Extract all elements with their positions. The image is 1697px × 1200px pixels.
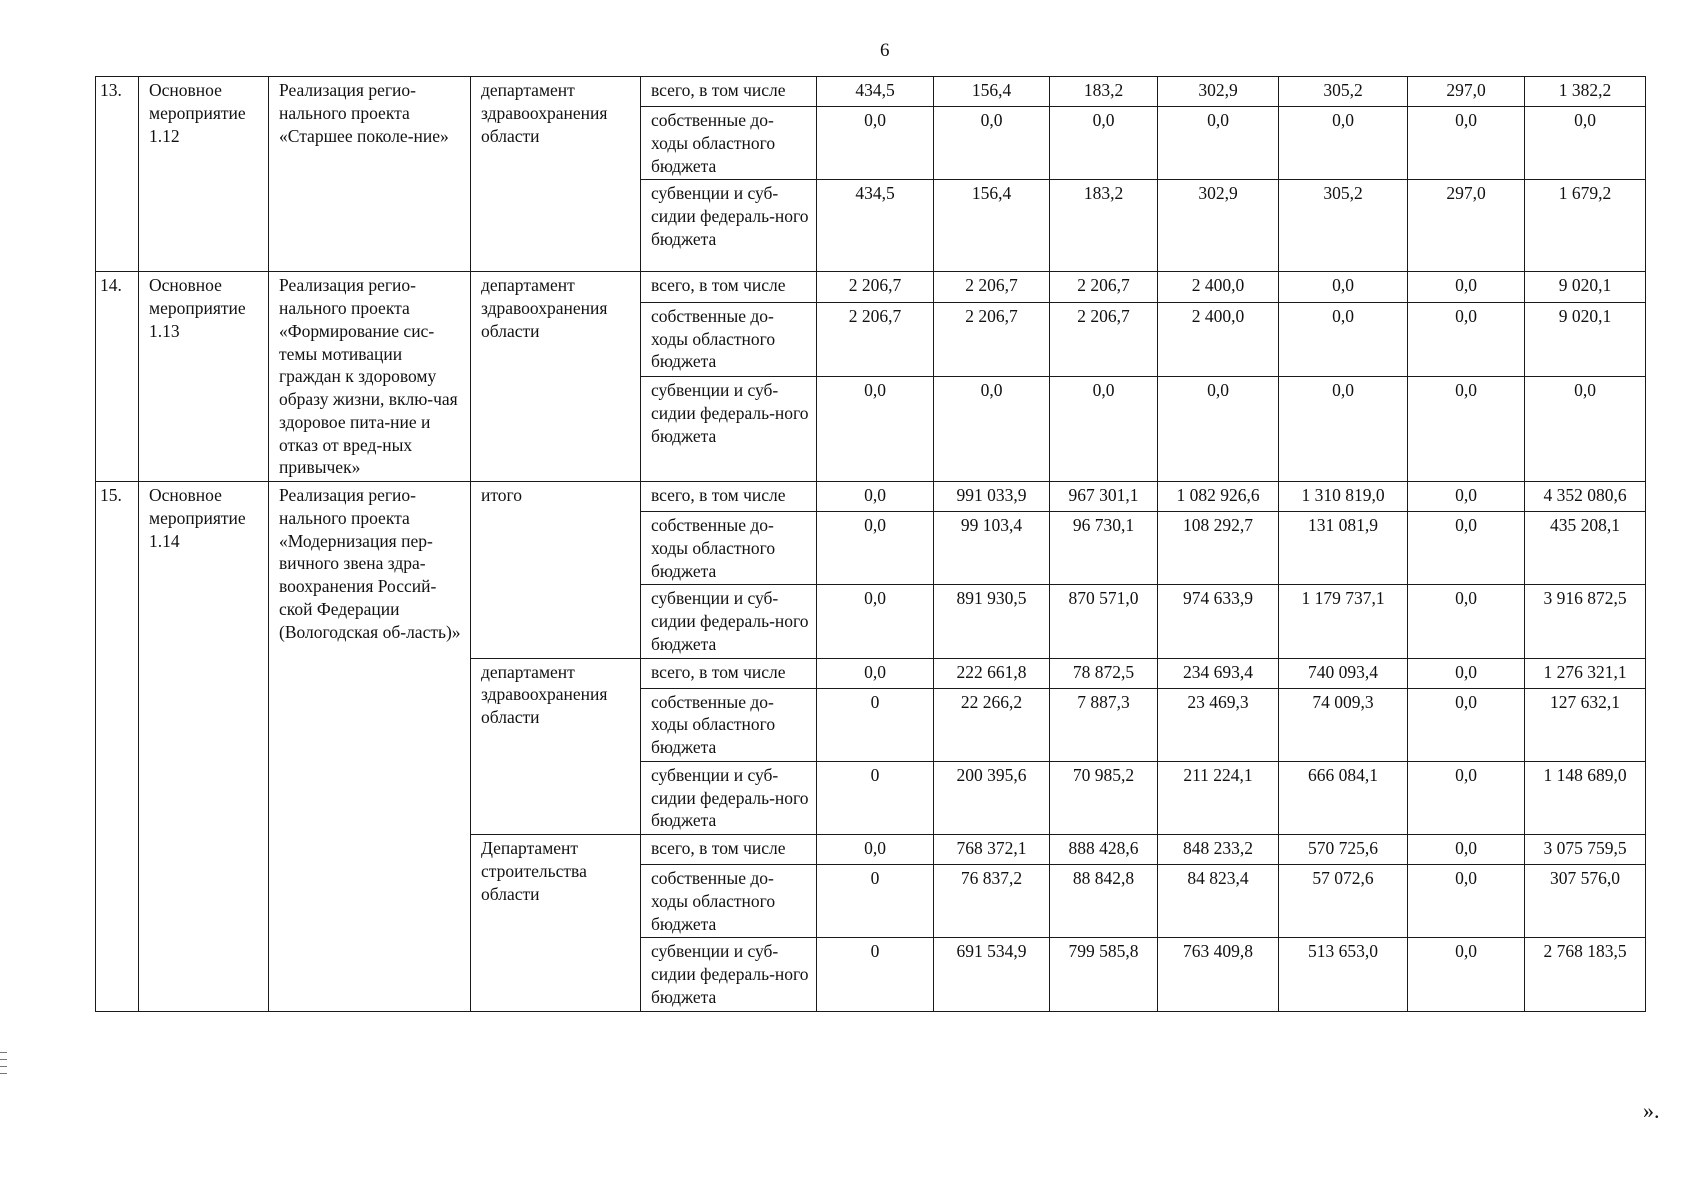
year-value: 0,0 xyxy=(1408,302,1525,376)
year-value: 0,0 xyxy=(1279,107,1408,180)
budget-table xyxy=(95,76,1646,1012)
year-value: 297,0 xyxy=(1408,77,1525,107)
funding-source: всего, в том числе xyxy=(641,482,817,512)
year-value: 0,0 xyxy=(1408,585,1525,658)
executor-name: департамент здравоохранения области xyxy=(471,77,641,272)
year-value: 70 985,2 xyxy=(1050,761,1158,834)
year-value: 0,0 xyxy=(1408,688,1525,761)
total-value: 0,0 xyxy=(1525,377,1646,482)
year-value: 434,5 xyxy=(817,77,934,107)
year-value: 870 571,0 xyxy=(1050,585,1158,658)
year-value: 108 292,7 xyxy=(1158,512,1279,585)
year-value: 666 084,1 xyxy=(1279,761,1408,834)
event-name: Реализация регио-нального проекта «Старшее поколе-ние» xyxy=(269,77,471,272)
year-value: 891 930,5 xyxy=(934,585,1050,658)
year-value: 0 xyxy=(817,761,934,834)
year-value: 0,0 xyxy=(1408,761,1525,834)
total-value: 1 679,2 xyxy=(1525,180,1646,272)
year-value: 302,9 xyxy=(1158,180,1279,272)
year-value: 0,0 xyxy=(1158,107,1279,180)
year-value: 0,0 xyxy=(817,512,934,585)
year-value: 211 224,1 xyxy=(1158,761,1279,834)
year-value: 99 103,4 xyxy=(934,512,1050,585)
year-value: 0,0 xyxy=(1408,107,1525,180)
funding-source: субвенции и суб-сидии федераль-ного бюджета xyxy=(641,180,817,272)
margin-marks xyxy=(0,1052,8,1080)
year-value: 302,9 xyxy=(1158,77,1279,107)
year-value: 305,2 xyxy=(1279,180,1408,272)
year-value: 78 872,5 xyxy=(1050,658,1158,688)
executor-name: департамент здравоохранения области xyxy=(471,272,641,482)
funding-source: собственные до-ходы областного бюджета xyxy=(641,865,817,938)
total-value: 1 382,2 xyxy=(1525,77,1646,107)
total-value: 2 768 183,5 xyxy=(1525,938,1646,1011)
year-value: 0 xyxy=(817,865,934,938)
year-value: 222 661,8 xyxy=(934,658,1050,688)
total-value: 1 276 321,1 xyxy=(1525,658,1646,688)
total-value: 3 075 759,5 xyxy=(1525,835,1646,865)
event-type: Основное мероприятие 1.12 xyxy=(139,77,269,272)
total-value: 127 632,1 xyxy=(1525,688,1646,761)
total-value: 4 352 080,6 xyxy=(1525,482,1646,512)
table-row xyxy=(96,482,1646,512)
table-row xyxy=(96,272,1646,303)
year-value: 2 206,7 xyxy=(1050,302,1158,376)
year-value: 768 372,1 xyxy=(934,835,1050,865)
funding-source: собственные до-ходы областного бюджета xyxy=(641,512,817,585)
year-value: 1 082 926,6 xyxy=(1158,482,1279,512)
year-value: 96 730,1 xyxy=(1050,512,1158,585)
year-value: 0,0 xyxy=(817,107,934,180)
funding-source: субвенции и суб-сидии федераль-ного бюджета xyxy=(641,377,817,482)
executor-name: Департамент строительства области xyxy=(471,835,641,1012)
year-value: 848 233,2 xyxy=(1158,835,1279,865)
funding-source: всего, в том числе xyxy=(641,658,817,688)
year-value: 0,0 xyxy=(1050,107,1158,180)
year-value: 0,0 xyxy=(934,107,1050,180)
year-value: 0,0 xyxy=(1158,377,1279,482)
year-value: 434,5 xyxy=(817,180,934,272)
year-value: 0,0 xyxy=(817,585,934,658)
year-value: 0,0 xyxy=(1408,865,1525,938)
year-value: 88 842,8 xyxy=(1050,865,1158,938)
year-value: 2 206,7 xyxy=(1050,272,1158,303)
year-value: 2 400,0 xyxy=(1158,272,1279,303)
year-value: 2 206,7 xyxy=(934,272,1050,303)
total-value: 9 020,1 xyxy=(1525,272,1646,303)
year-value: 0,0 xyxy=(1408,377,1525,482)
funding-source: субвенции и суб-сидии федераль-ного бюджета xyxy=(641,761,817,834)
year-value: 967 301,1 xyxy=(1050,482,1158,512)
year-value: 0,0 xyxy=(1408,482,1525,512)
year-value: 0,0 xyxy=(1279,377,1408,482)
year-value: 131 081,9 xyxy=(1279,512,1408,585)
year-value: 991 033,9 xyxy=(934,482,1050,512)
year-value: 0,0 xyxy=(1408,272,1525,303)
year-value: 297,0 xyxy=(1408,180,1525,272)
year-value: 1 310 819,0 xyxy=(1279,482,1408,512)
year-value: 7 887,3 xyxy=(1050,688,1158,761)
total-value: 9 020,1 xyxy=(1525,302,1646,376)
year-value: 974 633,9 xyxy=(1158,585,1279,658)
total-value: 435 208,1 xyxy=(1525,512,1646,585)
funding-source: всего, в том числе xyxy=(641,835,817,865)
total-value: 1 148 689,0 xyxy=(1525,761,1646,834)
year-value: 740 093,4 xyxy=(1279,658,1408,688)
funding-source: субвенции и суб-сидии федераль-ного бюджета xyxy=(641,938,817,1011)
year-value: 2 400,0 xyxy=(1158,302,1279,376)
total-value: 307 576,0 xyxy=(1525,865,1646,938)
year-value: 2 206,7 xyxy=(934,302,1050,376)
year-value: 0,0 xyxy=(1408,835,1525,865)
year-value: 0,0 xyxy=(817,377,934,482)
year-value: 1 179 737,1 xyxy=(1279,585,1408,658)
year-value: 57 072,6 xyxy=(1279,865,1408,938)
funding-source: собственные до-ходы областного бюджета xyxy=(641,688,817,761)
year-value: 0,0 xyxy=(934,377,1050,482)
year-value: 0,0 xyxy=(1279,302,1408,376)
year-value: 156,4 xyxy=(934,77,1050,107)
funding-source: субвенции и суб-сидии федераль-ного бюджета xyxy=(641,585,817,658)
year-value: 0,0 xyxy=(817,482,934,512)
year-value: 763 409,8 xyxy=(1158,938,1279,1011)
row-number: 14. xyxy=(96,272,139,482)
table-row xyxy=(96,77,1646,107)
year-value: 305,2 xyxy=(1279,77,1408,107)
year-value: 74 009,3 xyxy=(1279,688,1408,761)
year-value: 799 585,8 xyxy=(1050,938,1158,1011)
event-name: Реализация регио-нального проекта «Модернизация пер-вичного звена здра-воохранения Россий-ской Федерации (Вологодская об-ласть)» xyxy=(269,482,471,1012)
year-value: 2 206,7 xyxy=(817,302,934,376)
funding-source: собственные до-ходы областного бюджета xyxy=(641,302,817,376)
year-value: 0,0 xyxy=(817,835,934,865)
year-value: 570 725,6 xyxy=(1279,835,1408,865)
year-value: 0,0 xyxy=(1408,658,1525,688)
event-name: Реализация регио-нального проекта «Формирование сис-темы мотивации граждан к здоровому образу жизни, вклю-чая здоровое пита-ние и отказ от вред-ных привычек» xyxy=(269,272,471,482)
year-value: 0 xyxy=(817,688,934,761)
year-value: 0,0 xyxy=(817,658,934,688)
year-value: 234 693,4 xyxy=(1158,658,1279,688)
year-value: 23 469,3 xyxy=(1158,688,1279,761)
year-value: 156,4 xyxy=(934,180,1050,272)
year-value: 0,0 xyxy=(1279,272,1408,303)
year-value: 0,0 xyxy=(1050,377,1158,482)
event-type: Основное мероприятие 1.14 xyxy=(139,482,269,1012)
closing-quote: ». xyxy=(1643,1098,1660,1123)
year-value: 888 428,6 xyxy=(1050,835,1158,865)
event-type: Основное мероприятие 1.13 xyxy=(139,272,269,482)
row-number: 13. xyxy=(96,77,139,272)
total-value: 3 916 872,5 xyxy=(1525,585,1646,658)
funding-source: собственные до-ходы областного бюджета xyxy=(641,107,817,180)
year-value: 0,0 xyxy=(1408,938,1525,1011)
page-number: 6 xyxy=(880,40,890,61)
row-number: 15. xyxy=(96,482,139,1012)
year-value: 183,2 xyxy=(1050,180,1158,272)
year-value: 691 534,9 xyxy=(934,938,1050,1011)
year-value: 2 206,7 xyxy=(817,272,934,303)
year-value: 76 837,2 xyxy=(934,865,1050,938)
executor-name: департамент здравоохранения области xyxy=(471,658,641,835)
year-value: 84 823,4 xyxy=(1158,865,1279,938)
year-value: 200 395,6 xyxy=(934,761,1050,834)
year-value: 183,2 xyxy=(1050,77,1158,107)
funding-source: всего, в том числе xyxy=(641,272,817,303)
year-value: 0,0 xyxy=(1408,512,1525,585)
year-value: 22 266,2 xyxy=(934,688,1050,761)
executor-name: итого xyxy=(471,482,641,659)
funding-source: всего, в том числе xyxy=(641,77,817,107)
year-value: 513 653,0 xyxy=(1279,938,1408,1011)
year-value: 0 xyxy=(817,938,934,1011)
total-value: 0,0 xyxy=(1525,107,1646,180)
